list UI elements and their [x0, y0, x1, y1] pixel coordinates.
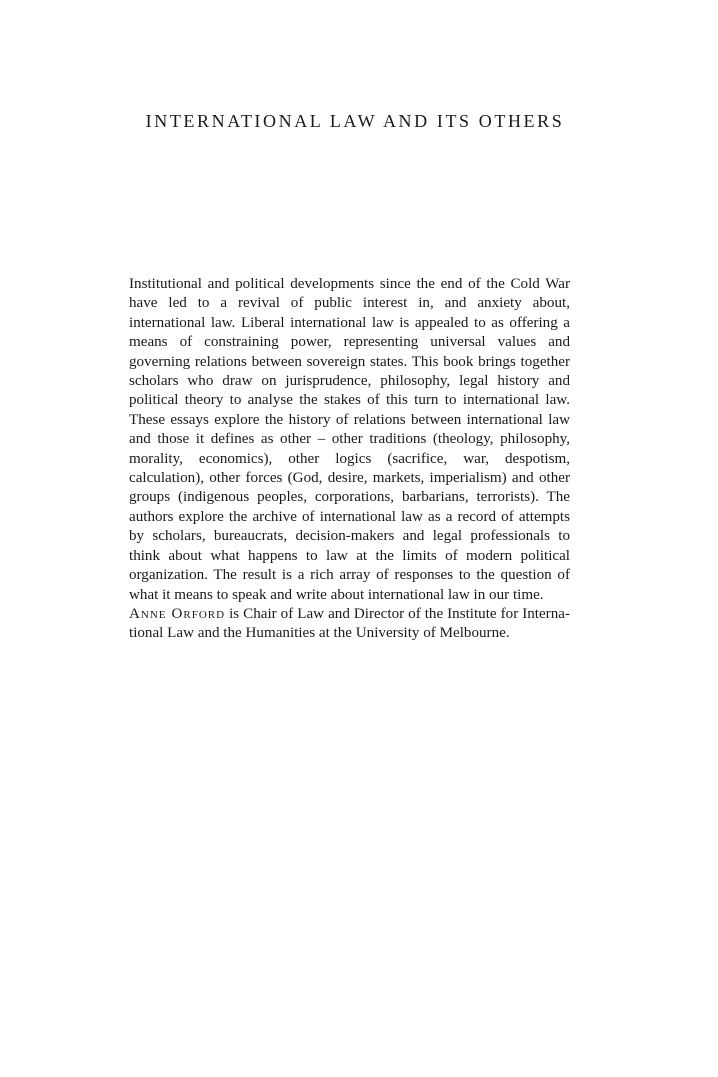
series-title: INTERNATIONAL LAW AND ITS OTHERS [145, 111, 565, 131]
author-bio [129, 605, 570, 644]
author-name: Anne Orford [129, 606, 226, 622]
book-description: Institutional and political developments since the end of the Cold War have led to a revival of public interest in, and anxiety about, international law. Liberal international law is appealed to as offering a means of constraining power, representing universal values and governing relations between sovereign states. This book brings together scholars who draw on jurisprudence, philosophy, legal history and political theory to analyse the stakes of this turn to international law. These essays explore the history of relations between international law and those it defines as other – other traditions (theology, philosophy, morality, economics), other logics (sacrifice, war, despotism, calculation), other forces (God, desire, markets, imperialism) and other groups (indigenous peoples, corporations, barbarians, terrorists). The authors explore the archive of international law as a record of attempts by scholars, bureaucrats, decision-makers and legal professionals to think about what happens to law at the limits of modern political organization. The result is a rich array of responses to the question of what it means to speak and write about international law in our time. [129, 276, 570, 603]
author-bio-text: is Chair of Law and Director of the Institute for International Law and the Humanities at the University of Melbourne. [129, 606, 570, 642]
